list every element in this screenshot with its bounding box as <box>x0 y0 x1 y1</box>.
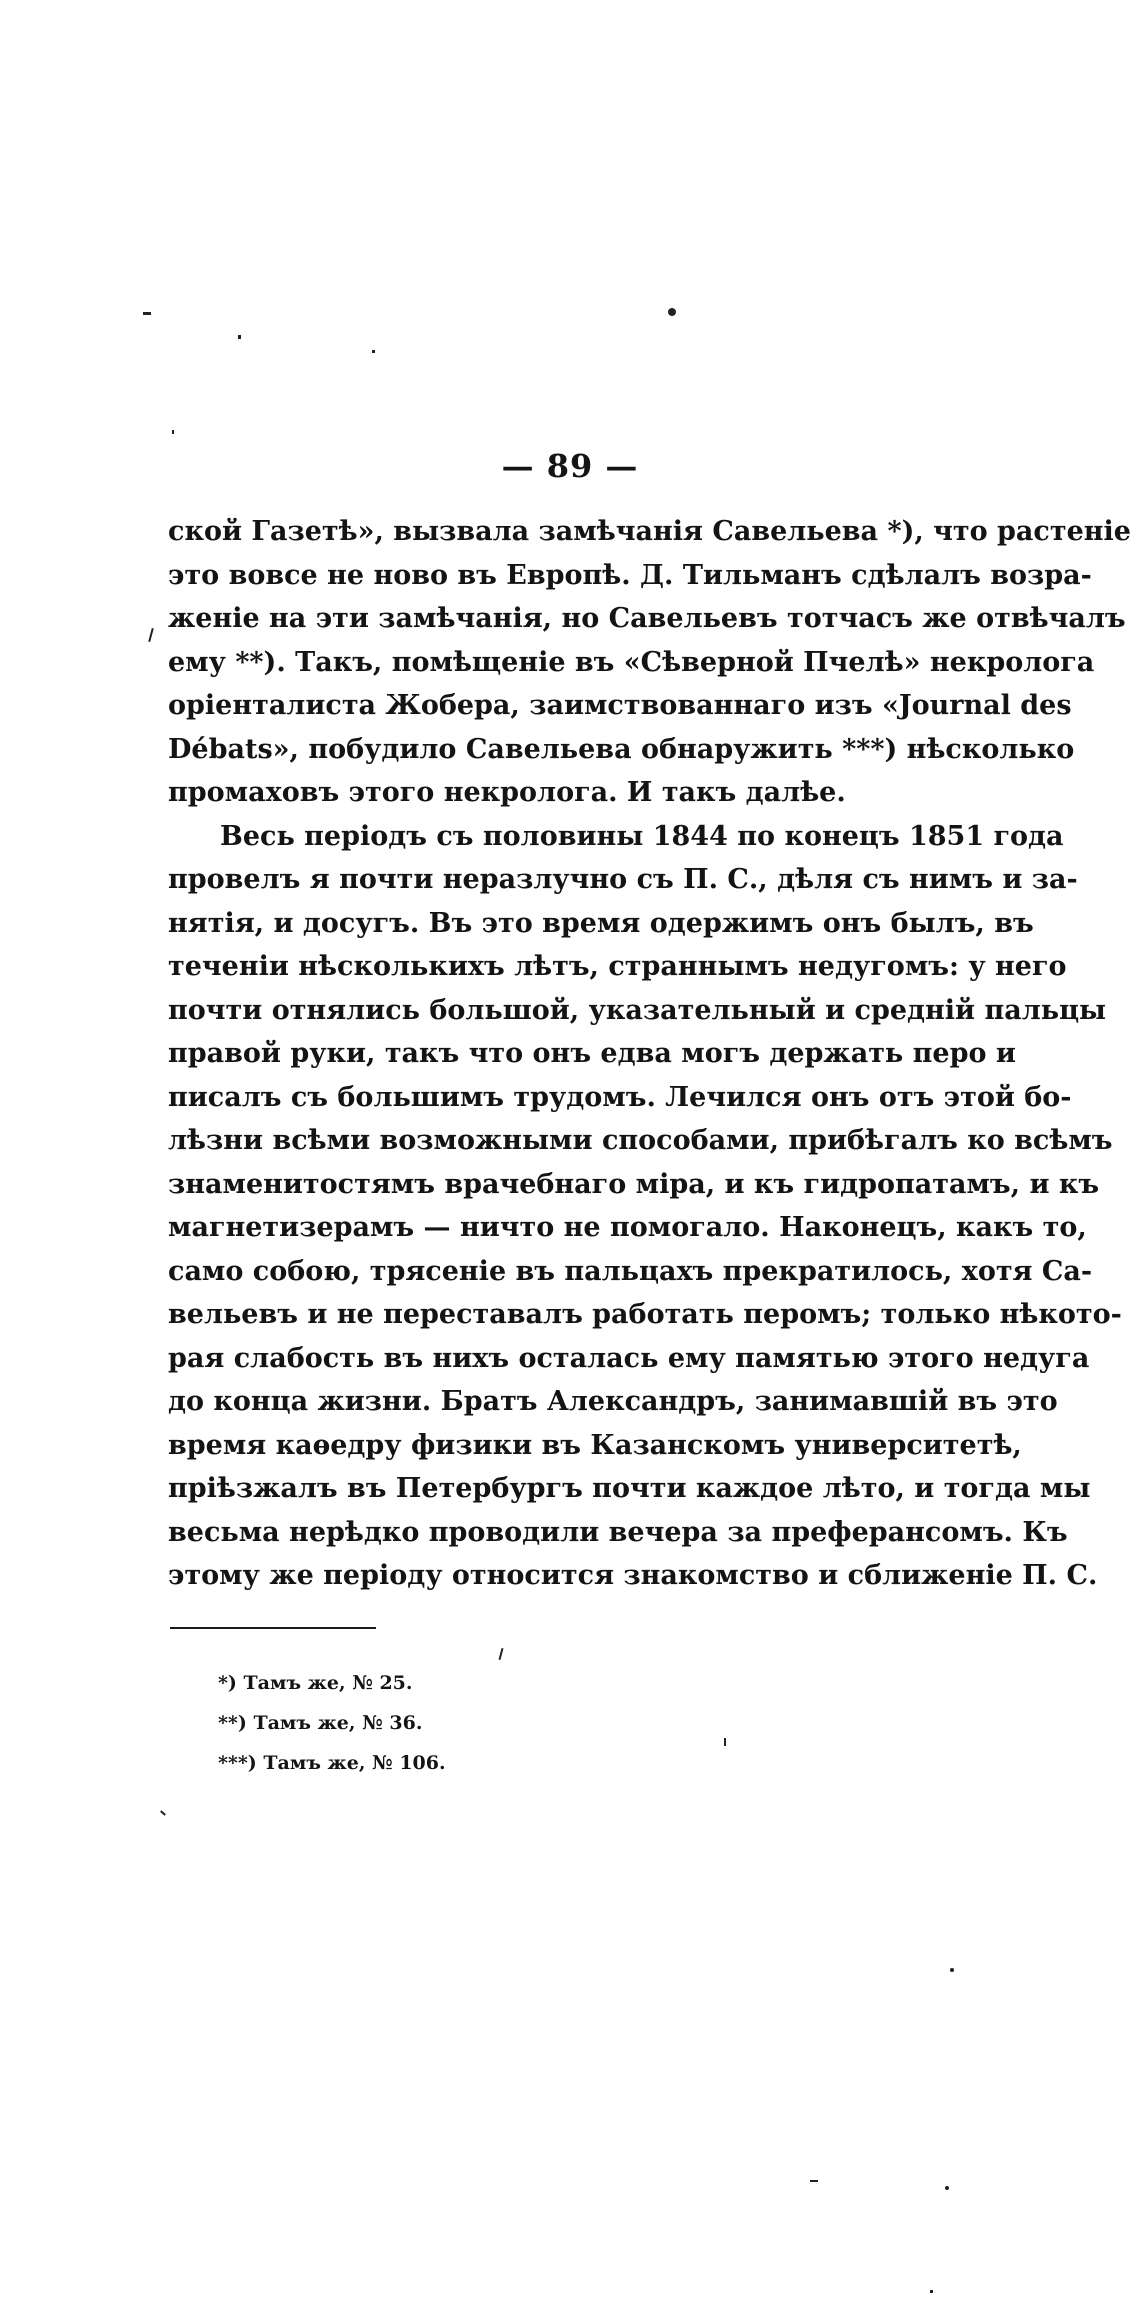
text-line: это вовсе не ново въ Европѣ. Д. Тильманъ сдѣлалъ возра- <box>168 559 1092 591</box>
text-line: весьма нерѣдко проводили вечера за преферансомъ. Къ <box>168 1516 1068 1548</box>
scan-speck <box>238 335 241 339</box>
text-line: почти отнялись большой, указательный и средній пальцы <box>168 994 1107 1026</box>
text-line: знаменитостямъ врачебнаго міра, и къ гидропатамъ, и къ <box>168 1168 1100 1200</box>
scan-speck <box>148 628 154 642</box>
text-line: писалъ съ большимъ трудомъ. Лечился онъ отъ этой бо- <box>168 1081 1072 1113</box>
text-line: оріенталиста Жобера, заимствованнаго изъ «Journal des <box>168 690 1072 721</box>
scan-speck <box>724 1738 726 1746</box>
scan-speck <box>945 2186 949 2190</box>
text-line: этому же періоду относится знакомство и сближеніе П. С. <box>168 1560 1098 1591</box>
footnote: *) Тамъ же, № 25. <box>218 1672 413 1694</box>
scan-speck <box>160 1810 166 1815</box>
scan-speck <box>950 1968 954 1972</box>
scan-speck <box>172 430 174 434</box>
text-line: нятія, и досугъ. Въ это время одержимъ онъ былъ, въ <box>168 907 1034 939</box>
footnote: **) Тамъ же, № 36. <box>218 1712 423 1734</box>
text-line: теченіи нѣсколькихъ лѣтъ, страннымъ недугомъ: у него <box>168 951 1067 982</box>
text-line: лѣзни всѣми возможными способами, прибѣгалъ ко всѣмъ <box>168 1125 1113 1156</box>
text-line: правой руки, такъ что онъ едва могъ держать перо и <box>168 1038 1016 1069</box>
text-line: рая слабость въ нихъ осталась ему памятью этого недуга <box>168 1342 1090 1374</box>
scan-speck <box>143 312 151 315</box>
scan-speck <box>498 1648 503 1660</box>
scan-speck <box>930 2290 933 2293</box>
text-line: промаховъ этого некролога. И такъ далѣе. <box>168 777 846 808</box>
page-number: — 89 — <box>501 447 639 485</box>
text-line: ской Газетѣ», вызвала замѣчанія Савельева *), что растеніе <box>168 516 1131 547</box>
text-line: ему **). Такъ, помѣщеніе въ «Сѣверной Пчелѣ» некролога <box>168 646 1095 678</box>
body-text <box>168 510 1131 1598</box>
text-line: само собою, трясеніе въ пальцахъ прекратилось, хотя Са- <box>168 1255 1093 1287</box>
text-line: вельевъ и не переставалъ работать перомъ; только нѣкото- <box>168 1299 1122 1330</box>
text-line: до конца жизни. Братъ Александръ, занимавшій въ это <box>168 1386 1058 1417</box>
text-line: магнетизерамъ — ничто не помогало. Наконецъ, какъ то, <box>168 1212 1087 1243</box>
text-line: время каѳедру физики въ Казанскомъ университетѣ, <box>168 1429 1022 1461</box>
text-line: провелъ я почти неразлучно съ П. С., дѣля съ нимъ и за- <box>168 864 1078 895</box>
scan-speck <box>372 350 375 353</box>
text-line: Весь періодъ съ половины 1844 по конецъ 1851 года <box>220 820 1064 852</box>
footnotes <box>218 1663 446 1783</box>
text-line: женіе на эти замѣчанія, но Савельевъ тотчасъ же отвѣчалъ <box>168 603 1126 634</box>
text-line: Débats», побудило Савельева обнаружить ***) нѣсколько <box>168 733 1075 765</box>
footnote-divider <box>170 1627 376 1629</box>
scan-speck <box>810 2180 818 2182</box>
text-line: пріѣзжалъ въ Петербургъ почти каждое лѣто, и тогда мы <box>168 1473 1091 1504</box>
footnote: ***) Тамъ же, № 106. <box>218 1752 446 1774</box>
scan-speck <box>668 308 676 316</box>
